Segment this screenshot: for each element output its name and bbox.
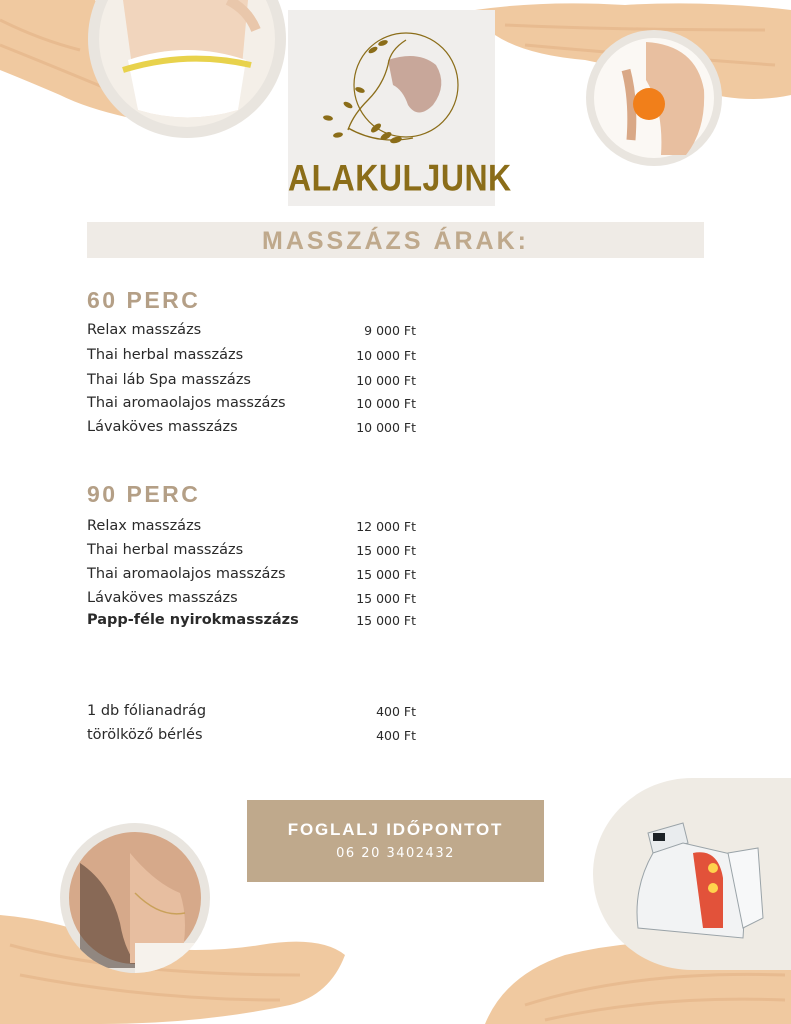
phone-number[interactable]: 06 20 3402432 [336,846,455,861]
service-price: 15 000 Ft [356,613,416,628]
bottom-right-photo [593,778,791,970]
price-row [87,542,427,564]
service-name: Relax masszázs [87,518,202,534]
book-appointment-label: FOGLALJ IDŐPONTOT [287,820,504,839]
extra-row [87,727,427,749]
service-price: 15 000 Ft [356,591,416,606]
service-price: 15 000 Ft [356,567,416,582]
price-row [87,322,427,344]
service-name: Thai herbal masszázs [87,542,244,558]
book-appointment-button[interactable] [247,800,544,882]
price-row [87,612,427,634]
extra-row [87,703,427,725]
bottom-left-photo [60,823,210,973]
service-name: Thai herbal masszázs [87,347,244,363]
section-heading-60: 60 PERC [87,287,201,313]
service-name: Papp-féle nyirokmasszázs [87,612,299,628]
service-name: Thai aromaolajos masszázs [87,566,286,582]
section-heading-90: 90 PERC [87,481,201,507]
service-name: Thai aromaolajos masszázs [87,395,286,411]
top-right-photo [586,30,722,166]
neck-jewelry-icon [60,823,210,973]
price-row [87,518,427,540]
brand-name: ALAKULJUNK [288,157,512,199]
price-row [87,590,427,612]
price-row [87,347,427,369]
body-capsule-device-icon [593,778,791,970]
price-row [87,372,427,394]
service-price: 15 000 Ft [356,543,416,558]
service-name: Thai láb Spa masszázs [87,372,251,388]
orange-leg-icon [586,30,722,166]
service-price: 10 000 Ft [356,420,416,435]
service-name: Lávaköves masszázs [87,590,238,606]
extra-name: törölköző bérlés [87,727,203,743]
service-price: 10 000 Ft [356,348,416,363]
extra-price: 400 Ft [376,728,416,743]
service-price: 10 000 Ft [356,396,416,411]
service-name: Relax masszázs [87,322,202,338]
extra-name: 1 db fólianadrág [87,703,207,719]
price-row [87,395,427,417]
service-price: 10 000 Ft [356,373,416,388]
brand-logo [288,10,512,206]
price-row [87,566,427,588]
service-name: Lávaköves masszázs [87,419,238,435]
service-price: 9 000 Ft [364,323,416,338]
price-row [87,419,427,441]
service-price: 12 000 Ft [356,519,416,534]
body-silhouette-logo-icon [288,10,495,160]
extra-price: 400 Ft [376,704,416,719]
page-title: MASSZÁZS ÁRAK: [87,222,704,258]
